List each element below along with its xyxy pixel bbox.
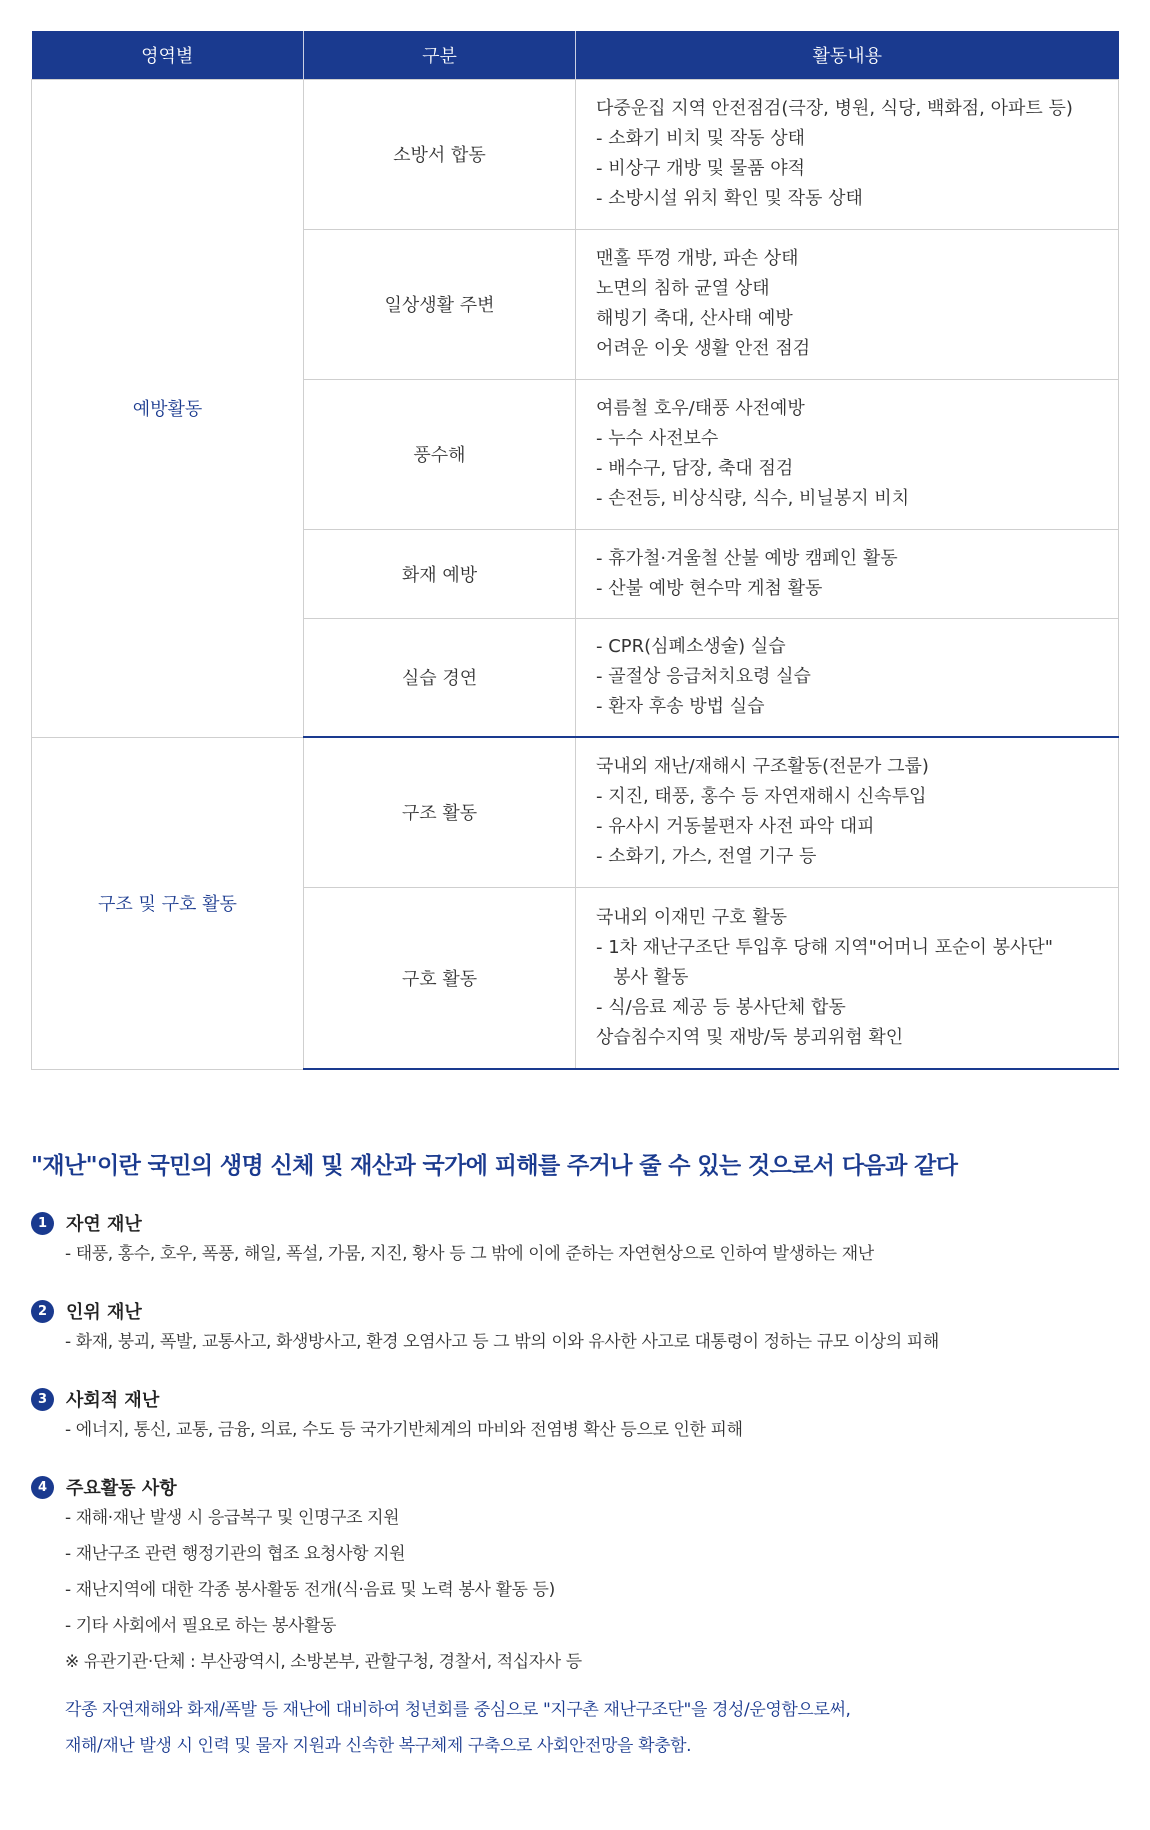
content-line: - 소화기, 가스, 전열 기구 등	[596, 846, 817, 868]
header-category: 구분	[304, 31, 576, 79]
item-desc: - 화재, 붕괴, 폭발, 교통사고, 화생방사고, 환경 오염사고 등 그 밖의 이와 유사한 사고로 대통령이 정하는 규모 이상의 피해	[65, 1332, 939, 1352]
content-line: - 비상구 개방 및 물품 야적	[596, 158, 805, 179]
content-cell	[576, 618, 1119, 737]
content-line: - 지진, 태풍, 홍수 등 자연재해시 신속투입	[596, 786, 927, 808]
number-badge: 3	[31, 1388, 54, 1411]
category-cell: 일상생활 주변	[304, 229, 576, 379]
content-line: 상습침수지역 및 재방/둑 붕괴위험 확인	[596, 1026, 904, 1048]
item-title-row	[31, 1298, 1121, 1324]
number-badge: 4	[31, 1476, 54, 1499]
content-line: - 휴가철·겨울철 산불 예방 캠페인 활동	[596, 547, 898, 569]
content-line: - CPR(심폐소생술) 실습	[596, 636, 786, 658]
content-line: 노면의 침하 균열 상태	[596, 278, 770, 299]
item-title: 자연 재난	[66, 1214, 142, 1235]
content-line: - 산불 예방 현수막 게첨 활동	[596, 577, 823, 599]
item-desc: - 재해·재난 발생 시 응급복구 및 인명구조 지원	[65, 1508, 400, 1528]
content-cell	[576, 379, 1119, 529]
item-title-row	[31, 1474, 1121, 1500]
category-cell: 화재 예방	[304, 529, 576, 618]
content-line: - 골절상 응급처치요령 실습	[596, 666, 811, 688]
content-line: 어려운 이웃 생활 안전 점검	[596, 338, 811, 359]
disaster-definition-section	[31, 1148, 1121, 1764]
item-title: 주요활동 사항	[66, 1478, 177, 1499]
content-line: 국내외 재난/재해시 구조활동(전문가 그룹)	[596, 756, 929, 778]
note-line: 재해/재난 발생 시 인력 및 물자 지원과 신속한 복구체제 구축으로 사회안전망을 확충함.	[65, 1736, 692, 1756]
content-cell	[576, 529, 1119, 618]
content-line: - 배수구, 담장, 축대 점검	[596, 458, 794, 479]
table-row	[32, 79, 1119, 229]
content-cell	[576, 229, 1119, 379]
content-cell	[576, 887, 1119, 1069]
item-desc: - 재난구조 관련 행정기관의 협조 요청사항 지원	[65, 1544, 406, 1564]
number-badge: 2	[31, 1300, 54, 1323]
item-desc: - 태풍, 홍수, 호우, 폭풍, 해일, 폭설, 가뭄, 지진, 황사 등 그 밖에 이에 준하는 자연현상으로 인하여 발생하는 재난	[65, 1244, 874, 1264]
header-area: 영역별	[32, 31, 304, 79]
item-desc: - 기타 사회에서 필요로 하는 봉사활동	[65, 1616, 337, 1636]
content-line: - 손전등, 비상식량, 식수, 비닐봉지 비치	[596, 488, 910, 509]
table-header-row	[32, 31, 1119, 79]
content-line: 국내외 이재민 구호 활동	[596, 906, 788, 928]
item-desc: ※ 유관기관·단체 : 부산광역시, 소방본부, 관할구청, 경찰서, 적십자사 등	[65, 1652, 582, 1672]
area-cell: 예방활동	[32, 79, 304, 737]
activity-table	[31, 31, 1119, 1070]
note-line: 각종 자연재해와 화재/폭발 등 재난에 대비하여 청년회를 중심으로 "지구촌 재난구조단"을 경성/운영함으로써,	[65, 1700, 851, 1720]
item-desc: - 에너지, 통신, 교통, 금융, 의료, 수도 등 국가기반체계의 마비와 전염병 확산 등으로 인한 피해	[65, 1420, 743, 1440]
item-title: 사회적 재난	[66, 1390, 160, 1411]
list-item	[31, 1298, 1121, 1360]
header-content: 활동내용	[576, 31, 1119, 79]
area-cell: 구조 및 구호 활동	[32, 737, 304, 1069]
content-line: 맨홀 뚜껑 개방, 파손 상태	[596, 248, 799, 269]
content-cell	[576, 79, 1119, 229]
content-line: 여름철 호우/태풍 사전예방	[596, 398, 805, 419]
content-line: - 유사시 거동불편자 사전 파악 대피	[596, 816, 875, 838]
content-line: 해빙기 축대, 산사태 예방	[596, 308, 793, 329]
content-line: - 1차 재난구조단 투입후 당해 지역"어머니 포순이 봉사단"	[596, 936, 1054, 958]
table-row	[32, 737, 1119, 887]
content-line: - 소화기 비치 및 작동 상태	[596, 128, 805, 149]
content-line: 봉사 활동	[596, 966, 689, 988]
item-title: 인위 재난	[66, 1302, 142, 1323]
list-item	[31, 1210, 1121, 1272]
content-line: - 누수 사전보수	[596, 428, 719, 449]
category-cell: 실습 경연	[304, 618, 576, 737]
content-cell	[576, 737, 1119, 887]
item-desc: - 재난지역에 대한 각종 봉사활동 전개(식·음료 및 노력 봉사 활동 등)	[65, 1580, 555, 1600]
item-title-row	[31, 1386, 1121, 1412]
content-line: - 소방시설 위치 확인 및 작동 상태	[596, 188, 863, 209]
item-title-row	[31, 1210, 1121, 1236]
content-line: - 식/음료 제공 등 봉사단체 합동	[596, 996, 846, 1018]
summary-note	[31, 1692, 1121, 1764]
category-cell: 구호 활동	[304, 887, 576, 1069]
content-line: 다중운집 지역 안전점검(극장, 병원, 식당, 백화점, 아파트 등)	[596, 98, 1073, 119]
list-item	[31, 1386, 1121, 1448]
category-cell: 소방서 합동	[304, 79, 576, 229]
content-line: - 환자 후송 방법 실습	[596, 696, 765, 718]
category-cell: 구조 활동	[304, 737, 576, 887]
section-headline: "재난"이란 국민의 생명 신체 및 재산과 국가에 피해를 주거나 줄 수 있는 것으로서 다음과 같다	[31, 1153, 958, 1179]
number-badge: 1	[31, 1212, 54, 1235]
category-cell: 풍수해	[304, 379, 576, 529]
list-item	[31, 1474, 1121, 1680]
